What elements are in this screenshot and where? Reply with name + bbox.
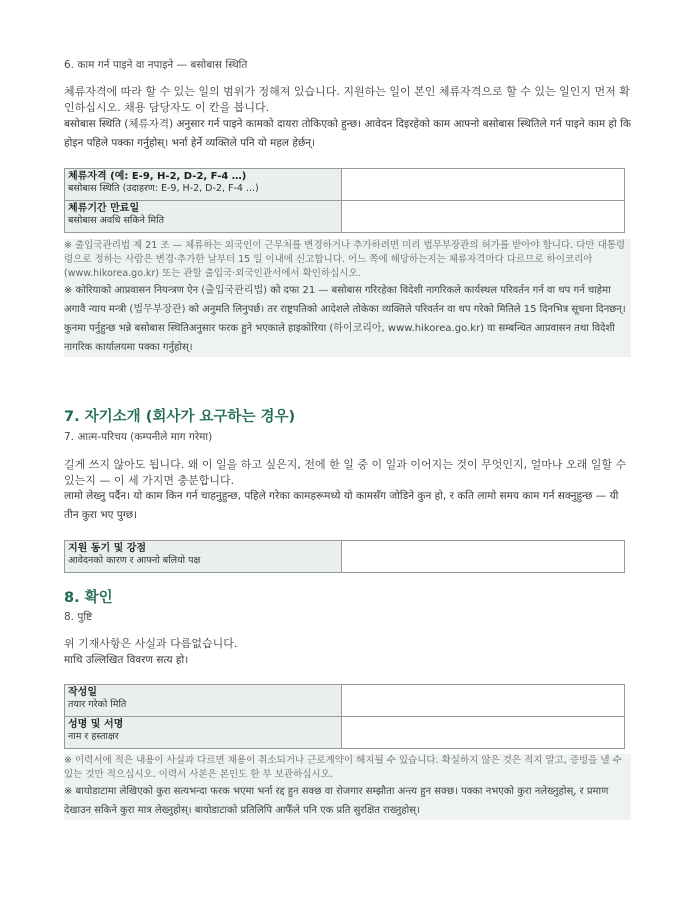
signature-label-cell <box>65 717 342 749</box>
motivation-label-ko: 지원 동기 및 강점 <box>68 543 147 554</box>
section8-intro-ne: माथि उल्लिखित विवरण सत्य हो। <box>64 654 189 666</box>
section7-intro-ne: लामो लेख्नु पर्दैन। यो काम किन गर्न चाहनुहुन्छ, पहिले गरेका कामहरूमध्ये यो कामसँग जोडिने कुन हो, र कति लामो समय काम गर्न सक्नुहुन्छ — यी तीन कुरा भए पुग्छ। <box>64 490 619 521</box>
section6-note-ko: ※ 출입국관리법 제 21 조 — 체류하는 외국인이 근무처를 변경하거나 추가하려면 미리 법무부장관의 허가를 받아야 합니다. 다만 대통령령으로 정하는 사람은 변경·추가한 날부터 15 일 이내에 신고합니다. 어느 쪽에 해당하는지는 체류자격마다 다르므로 하이코리아(www.hikorea.go.kr) 또는 관할 출입국·외국인관서에서 확인하십시오. <box>64 240 626 279</box>
date-row <box>65 685 625 717</box>
section8-note-ko: ※ 이력서에 적은 내용이 사실과 다르면 채용이 취소되거나 근로계약이 해지될 수 있습니다. 확실하지 않은 것은 적지 말고, 증빙을 낼 수 있는 것만 적으십시오. 이력서 사본은 본인도 한 부 보관하십시오. <box>64 755 622 780</box>
motivation-input[interactable] <box>342 541 625 573</box>
section8-note-ne: ※ बायोडाटामा लेखिएको कुरा सत्यभन्दा फरक भएमा भर्ना रद्द हुन सक्छ वा रोजगार सम्झौता अन्त्य हुन सक्छ। पक्का नभएको कुरा नलेख्नुहोस्, र प्रमाण देखाउन सकिने कुरा मात्र लेख्नुहोस्। बायोडाटाको प्रतिलिपि आफैँले पनि एक प्रति सुरक्षित राख्नुहोस्। <box>64 786 609 816</box>
section6-note-ne: ※ कोरियाको आप्रवासन नियन्त्रण ऐन (출입국관리법) को दफा 21 — बसोबास गरिरहेका विदेशी नागरिकले कार्यस्थल परिवर्तन गर्न वा थप गर्न चाहेमा अगावै न्याय मन्त्री (법무부장관) को अनुमति लिनुपर्छ। तर राष्ट्रपतिको आदेशले तोकेका व्यक्तिले परिवर्तन वा थप गरेको मितिले 15 दिनभित्र सूचना दिनछन्। कुनमा पर्नुहुन्छ भन्ने बसोबास स्थितिअनुसार फरक हुने भएकाले हाइकोरिया (하이코리아, www.hikorea.go.kr) वा सम्बन्धित आप्रवासन तथा विदेशी नागरिक कार्यालयमा पक्का गर्नुहोस्। <box>64 285 626 353</box>
section7-title: 7. 자기소개 (회사가 요구하는 경우) <box>64 409 296 425</box>
section8-title: 8. 확인 <box>64 590 113 606</box>
stay-expiry-label-ne: बसोबास अवधि सकिने मिति <box>68 215 164 226</box>
section6-table <box>64 168 625 233</box>
section7-table <box>64 540 625 573</box>
section8-table <box>64 684 625 749</box>
section8-note <box>64 754 631 820</box>
section6-intro-ko: 체류자격에 따라 할 수 있는 일의 범위가 정해져 있습니다. 지원하는 일이 본인 체류자격으로 할 수 있는 일인지 먼저 확인하십시오. 채용 담당자도 이 칸을 봅니다. <box>64 85 630 114</box>
status-input[interactable] <box>342 169 625 201</box>
date-label-cell <box>65 685 342 717</box>
section7-subtitle: 7. आत्म-परिचय (कम्पनीले माग गरेमा) <box>64 431 213 443</box>
stay-expiry-label-cell <box>65 201 342 233</box>
signature-input[interactable] <box>342 717 625 749</box>
stay-expiry-label-ko: 체류기간 만료일 <box>68 203 140 214</box>
status-row <box>65 169 625 201</box>
motivation-label-ne: आवेदनको कारण र आफ्नो बलियो पक्ष <box>68 555 201 566</box>
section6-subtitle: 6. काम गर्न पाइने वा नपाइने — बसोबास स्थिति <box>64 59 248 71</box>
motivation-label-cell <box>65 541 342 573</box>
stay-expiry-input[interactable] <box>342 201 625 233</box>
signature-label-ko: 성명 및 서명 <box>68 719 124 730</box>
status-label-ko: 체류자격 (예: E-9, H-2, D-2, F-4 …) <box>68 171 247 182</box>
section8-intro-ko: 위 기재사항은 사실과 다름없습니다. <box>64 637 238 650</box>
date-label-ko: 작성일 <box>68 687 97 698</box>
status-label-cell <box>65 169 342 201</box>
motivation-row <box>65 541 625 573</box>
stay-expiry-row <box>65 201 625 233</box>
signature-row <box>65 717 625 749</box>
section6-intro-ne: बसोबास स्थिति (체류자격) अनुसार गर्न पाइने कामको दायरा तोकिएको हुन्छ। आवेदन दिइरहेको काम आफ्नो बसोबास स्थितिले गर्न पाइने काम हो कि होइन पहिले पक्का गर्नुहोस्। भर्ना हेर्ने व्यक्तिले पनि यो महल हेर्छन्। <box>64 118 631 149</box>
date-input[interactable] <box>342 685 625 717</box>
status-label-ne: बसोबास स्थिति (उदाहरण: E-9, H-2, D-2, F-4 ...) <box>68 183 259 194</box>
section7-intro-ko: 길게 쓰지 않아도 됩니다. 왜 이 일을 하고 싶은지, 전에 한 일 중 이 일과 이어지는 것이 무엇인지, 얼마나 오래 일할 수 있는지 — 이 세 가지면 충분합니다. <box>64 458 627 487</box>
section8-subtitle: 8. पुष्टि <box>64 611 93 623</box>
signature-label-ne: नाम र हस्ताक्षर <box>68 731 119 742</box>
section6-note <box>64 239 631 357</box>
date-label-ne: तयार गरेको मिति <box>68 699 127 710</box>
